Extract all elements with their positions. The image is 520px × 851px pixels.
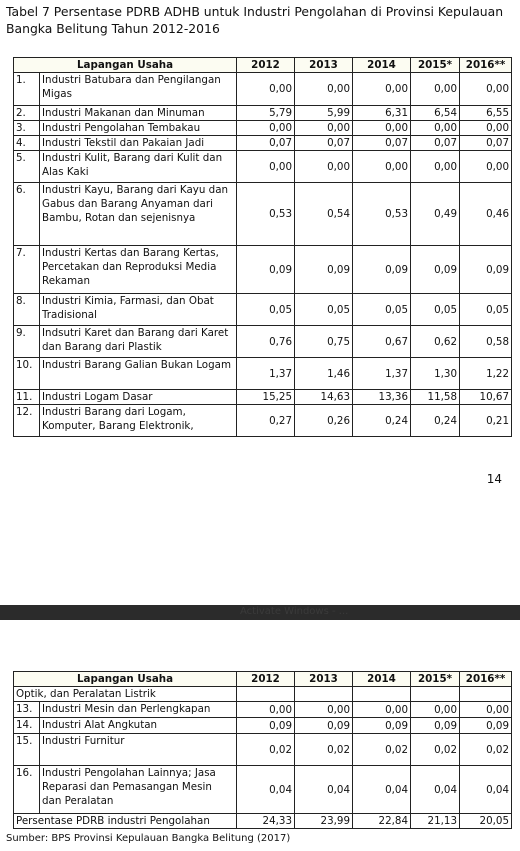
table-caption: Tabel 7 Persentase PDRB ADHB untuk Industri Pengolahan di Provinsi Kepulauan Bangka Belitung Tahun 2012-2016 xyxy=(6,4,504,36)
header-2012: 2012 xyxy=(237,58,295,73)
empty-cell xyxy=(411,687,460,702)
value-cell: 0,00 xyxy=(460,121,512,136)
value-cell: 0,00 xyxy=(460,702,512,718)
header-2016: 2016** xyxy=(460,672,512,687)
row-number: 9. xyxy=(14,326,40,358)
header-row xyxy=(14,58,512,73)
row-number: 2. xyxy=(14,106,40,121)
value-cell: 0,53 xyxy=(353,183,411,246)
industry-name: Industri Pengolahan Lainnya; Jasa Reparasi dan Pemasangan Mesin dan Peralatan xyxy=(40,766,237,814)
header-2013: 2013 xyxy=(295,58,353,73)
value-cell: 0,00 xyxy=(460,73,512,106)
table-row xyxy=(14,702,512,718)
table-row xyxy=(14,183,512,246)
value-cell: 0,07 xyxy=(411,136,460,151)
header-2014: 2014 xyxy=(353,58,411,73)
row-number: 5. xyxy=(14,151,40,183)
industry-name: Industri Tekstil dan Pakaian Jadi xyxy=(40,136,237,151)
value-cell: 0,75 xyxy=(295,326,353,358)
table-row xyxy=(14,136,512,151)
industry-name: Industri Alat Angkutan xyxy=(40,718,237,734)
value-cell: 0,09 xyxy=(411,718,460,734)
pdrb-table-part-2 xyxy=(13,671,512,829)
value-cell: 0,02 xyxy=(411,734,460,766)
table-row xyxy=(14,405,512,437)
pdrb-table-part-1 xyxy=(13,57,512,437)
value-cell: 0,09 xyxy=(460,246,512,294)
value-cell: 6,54 xyxy=(411,106,460,121)
value-cell: 11,58 xyxy=(411,390,460,405)
row-number: 7. xyxy=(14,246,40,294)
value-cell: 0,53 xyxy=(237,183,295,246)
table-row xyxy=(14,151,512,183)
value-cell: 0,09 xyxy=(295,246,353,294)
value-cell: 0,05 xyxy=(237,294,295,326)
value-cell: 0,00 xyxy=(295,151,353,183)
value-cell: 0,04 xyxy=(237,766,295,814)
table-row xyxy=(14,246,512,294)
value-cell: 6,55 xyxy=(460,106,512,121)
value-cell: 0,02 xyxy=(237,734,295,766)
industry-name: Industri Barang dari Logam, Komputer, Barang Elektronik, xyxy=(40,405,237,437)
value-cell: 0,04 xyxy=(411,766,460,814)
value-cell: 14,63 xyxy=(295,390,353,405)
value-cell: 0,62 xyxy=(411,326,460,358)
row-number: 11. xyxy=(14,390,40,405)
value-cell: 0,00 xyxy=(237,73,295,106)
table-row xyxy=(14,766,512,814)
row-number: 8. xyxy=(14,294,40,326)
total-value-cell: 22,84 xyxy=(353,814,411,829)
value-cell: 0,02 xyxy=(295,734,353,766)
value-cell: 0,04 xyxy=(353,766,411,814)
table-row xyxy=(14,718,512,734)
value-cell: 0,49 xyxy=(411,183,460,246)
value-cell: 0,00 xyxy=(353,702,411,718)
total-value-cell: 24,33 xyxy=(237,814,295,829)
value-cell: 0,09 xyxy=(353,246,411,294)
value-cell: 5,99 xyxy=(295,106,353,121)
table-row xyxy=(14,326,512,358)
value-cell: 0,00 xyxy=(411,121,460,136)
page-number: 14 xyxy=(486,472,502,486)
value-cell: 0,00 xyxy=(237,121,295,136)
empty-cell xyxy=(353,687,411,702)
total-value-cell: 21,13 xyxy=(411,814,460,829)
row-number: 3. xyxy=(14,121,40,136)
value-cell: 0,00 xyxy=(411,151,460,183)
empty-cell xyxy=(237,687,295,702)
source-note: Sumber: BPS Provinsi Kepulauan Bangka Belitung (2017) xyxy=(6,833,291,844)
value-cell: 0,00 xyxy=(295,121,353,136)
row-number: 12. xyxy=(14,405,40,437)
value-cell: 0,24 xyxy=(353,405,411,437)
value-cell: 6,31 xyxy=(353,106,411,121)
table-row xyxy=(14,734,512,766)
value-cell: 0,04 xyxy=(460,766,512,814)
value-cell: 0,27 xyxy=(237,405,295,437)
industry-name: Industri Kayu, Barang dari Kayu dan Gabus dan Barang Anyaman dari Bambu, Rotan dan sejenisnya xyxy=(40,183,237,246)
value-cell: 0,00 xyxy=(237,702,295,718)
value-cell: 0,02 xyxy=(353,734,411,766)
table-row xyxy=(14,106,512,121)
value-cell: 0,04 xyxy=(295,766,353,814)
value-cell: 0,21 xyxy=(460,405,512,437)
industry-name: Industri Batubara dan Pengilangan Migas xyxy=(40,73,237,106)
header-2012: 2012 xyxy=(237,672,295,687)
value-cell: 0,02 xyxy=(460,734,512,766)
table-row xyxy=(14,73,512,106)
value-cell: 1,37 xyxy=(353,358,411,390)
value-cell: 0,00 xyxy=(411,73,460,106)
row-number: 4. xyxy=(14,136,40,151)
row-number: 15. xyxy=(14,734,40,766)
value-cell: 13,36 xyxy=(353,390,411,405)
header-2016: 2016** xyxy=(460,58,512,73)
header-2014: 2014 xyxy=(353,672,411,687)
industry-name: Industri Kertas dan Barang Kertas, Percetakan dan Reproduksi Media Rekaman xyxy=(40,246,237,294)
value-cell: 10,67 xyxy=(460,390,512,405)
industry-name: Industri Kimia, Farmasi, dan Obat Tradisional xyxy=(40,294,237,326)
value-cell: 1,37 xyxy=(237,358,295,390)
value-cell: 0,05 xyxy=(411,294,460,326)
value-cell: 0,67 xyxy=(353,326,411,358)
value-cell: 0,09 xyxy=(353,718,411,734)
value-cell: 0,58 xyxy=(460,326,512,358)
value-cell: 0,00 xyxy=(460,151,512,183)
value-cell: 0,07 xyxy=(460,136,512,151)
value-cell: 0,00 xyxy=(295,73,353,106)
industry-name: Industri Kulit, Barang dari Kulit dan Alas Kaki xyxy=(40,151,237,183)
value-cell: 0,54 xyxy=(295,183,353,246)
industry-name: Industri Furnitur xyxy=(40,734,237,766)
row-number: 13. xyxy=(14,702,40,718)
table-row xyxy=(14,390,512,405)
value-cell: 0,07 xyxy=(295,136,353,151)
value-cell: 0,00 xyxy=(411,702,460,718)
value-cell: 0,05 xyxy=(460,294,512,326)
header-lapangan-usaha: Lapangan Usaha xyxy=(14,672,237,687)
industry-name: Industri Barang Galian Bukan Logam xyxy=(40,358,237,390)
value-cell: 0,76 xyxy=(237,326,295,358)
total-row xyxy=(14,814,512,829)
value-cell: 0,00 xyxy=(353,73,411,106)
value-cell: 0,09 xyxy=(237,246,295,294)
value-cell: 0,00 xyxy=(237,151,295,183)
page-separator xyxy=(0,605,520,620)
header-row xyxy=(14,672,512,687)
table-row xyxy=(14,294,512,326)
row-number: 16. xyxy=(14,766,40,814)
value-cell: 0,09 xyxy=(411,246,460,294)
row-number: 10. xyxy=(14,358,40,390)
industry-name: Industri Makanan dan Minuman xyxy=(40,106,237,121)
row-number: 6. xyxy=(14,183,40,246)
value-cell: 0,24 xyxy=(411,405,460,437)
value-cell: 0,00 xyxy=(353,121,411,136)
value-cell: 0,00 xyxy=(295,702,353,718)
separator-text: Activate Windows - ... xyxy=(240,606,349,617)
industry-name: Industri Logam Dasar xyxy=(40,390,237,405)
row-number: 14. xyxy=(14,718,40,734)
industry-name: Industri Pengolahan Tembakau xyxy=(40,121,237,136)
value-cell: 1,22 xyxy=(460,358,512,390)
empty-cell xyxy=(460,687,512,702)
table-row xyxy=(14,121,512,136)
total-label: Persentase PDRB industri Pengolahan xyxy=(14,814,237,829)
header-2013: 2013 xyxy=(295,672,353,687)
value-cell: 5,79 xyxy=(237,106,295,121)
total-value-cell: 20,05 xyxy=(460,814,512,829)
row-number: 1. xyxy=(14,73,40,106)
value-cell: 0,09 xyxy=(237,718,295,734)
continuation-row xyxy=(14,687,512,702)
value-cell: 0,09 xyxy=(460,718,512,734)
value-cell: 1,46 xyxy=(295,358,353,390)
continuation-label: Optik, dan Peralatan Listrik xyxy=(14,687,237,702)
header-lapangan-usaha: Lapangan Usaha xyxy=(14,58,237,73)
value-cell: 0,46 xyxy=(460,183,512,246)
header-2015: 2015* xyxy=(411,672,460,687)
value-cell: 0,05 xyxy=(353,294,411,326)
empty-cell xyxy=(295,687,353,702)
value-cell: 1,30 xyxy=(411,358,460,390)
value-cell: 0,07 xyxy=(237,136,295,151)
value-cell: 0,26 xyxy=(295,405,353,437)
industry-name: Industri Mesin dan Perlengkapan xyxy=(40,702,237,718)
industry-name: Indsutri Karet dan Barang dari Karet dan Barang dari Plastik xyxy=(40,326,237,358)
value-cell: 0,07 xyxy=(353,136,411,151)
value-cell: 15,25 xyxy=(237,390,295,405)
table-row xyxy=(14,358,512,390)
value-cell: 0,05 xyxy=(295,294,353,326)
value-cell: 0,09 xyxy=(295,718,353,734)
header-2015: 2015* xyxy=(411,58,460,73)
total-value-cell: 23,99 xyxy=(295,814,353,829)
value-cell: 0,00 xyxy=(353,151,411,183)
